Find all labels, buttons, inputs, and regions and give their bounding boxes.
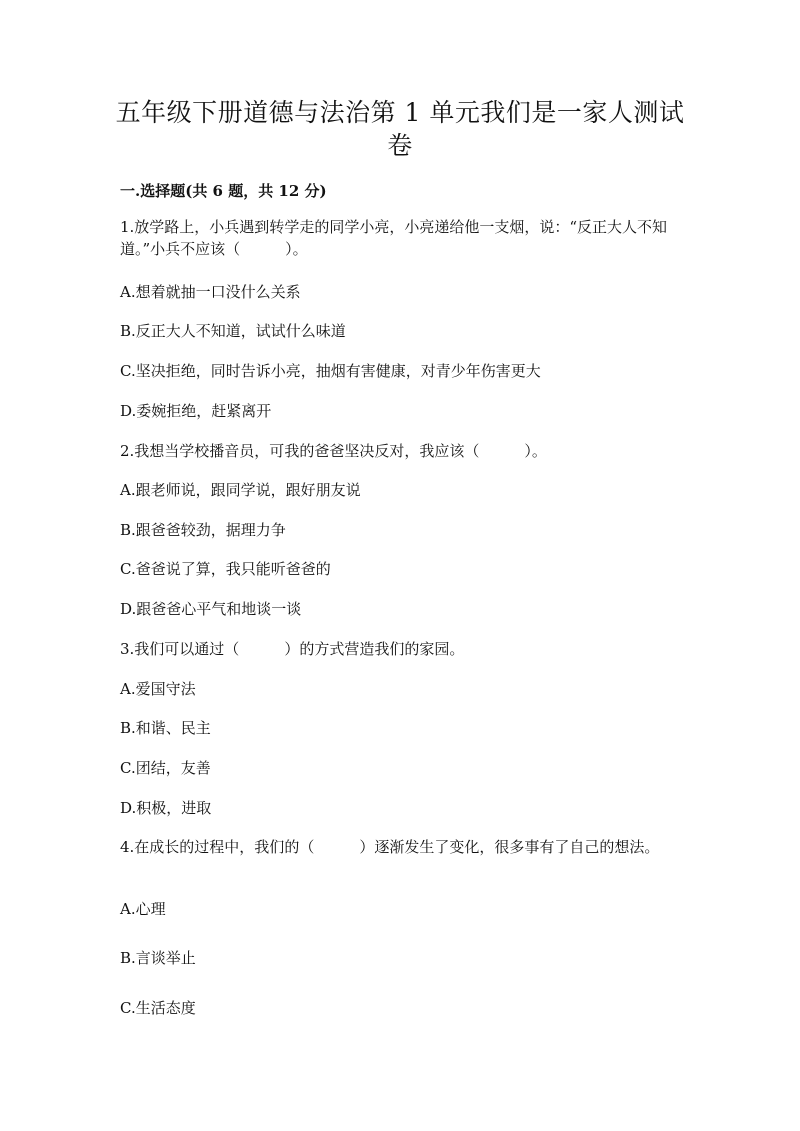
- option-2d: D.跟爸爸心平气和地谈一谈: [120, 600, 302, 618]
- option-3a: A.爱国守法: [120, 680, 196, 698]
- option-1b: B.反正大人不知道，试试什么味道: [120, 322, 346, 340]
- option-4c: C.生活态度: [120, 999, 196, 1017]
- option-1c: C.坚决拒绝，同时告诉小亮，抽烟有害健康，对青少年伤害更大: [120, 362, 541, 380]
- option-1a: A.想着就抽一口没什么关系: [120, 283, 301, 301]
- option-2a: A.跟老师说，跟同学说，跟好朋友说: [120, 481, 361, 499]
- section-heading: 一.选择题(共 6 题，共 12 分): [120, 182, 327, 200]
- question-4: 4.在成长的过程中，我们的（ ）逐渐发生了变化，很多事有了自己的想法。: [120, 838, 660, 856]
- option-3c: C.团结，友善: [120, 759, 211, 777]
- page-title: 五年级下册道德与法治第 1 单元我们是一家人测试卷: [115, 98, 685, 160]
- option-2b: B.跟爸爸较劲，据理力争: [120, 521, 286, 539]
- option-2c: C.爸爸说了算，我只能听爸爸的: [120, 560, 331, 578]
- option-4b: B.言谈举止: [120, 949, 196, 967]
- option-3b: B.和谐、民主: [120, 719, 211, 737]
- question-2: 2.我想当学校播音员，可我的爸爸坚决反对，我应该（ ）。: [120, 442, 547, 460]
- question-1: 1.放学路上，小兵遇到转学走的同学小亮，小亮递给他一支烟，说：“反正大人不知道。”小兵不应该（ ）。: [120, 218, 667, 258]
- option-3d: D.积极，进取: [120, 799, 212, 817]
- option-1d: D.委婉拒绝，赶紧离开: [120, 402, 272, 420]
- option-4a: A.心理: [120, 900, 166, 918]
- question-3: 3.我们可以通过（ ）的方式营造我们的家园。: [120, 640, 465, 658]
